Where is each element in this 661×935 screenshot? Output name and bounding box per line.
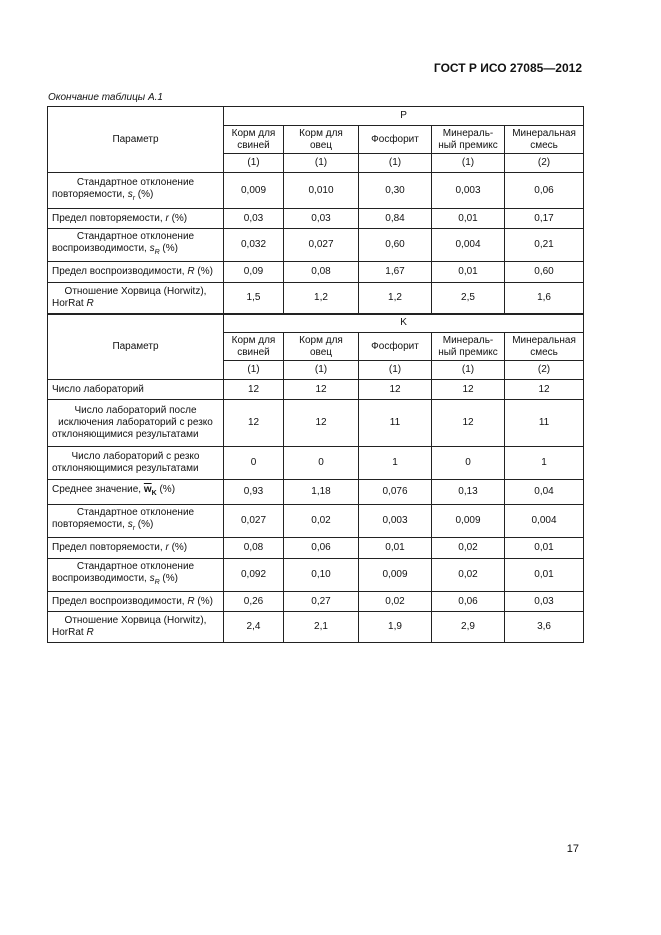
row-label: Отношение Хорвица (Horwitz), HorRat R <box>48 283 224 314</box>
cell-value: 0,17 <box>505 209 584 229</box>
column-note: (2) <box>505 154 584 173</box>
cell-value: 0,08 <box>284 262 359 283</box>
cell-value: 0,03 <box>224 209 284 229</box>
cell-value: 0,21 <box>505 229 584 262</box>
column-header: Корм для свиней <box>224 126 284 154</box>
cell-value: 0,032 <box>224 229 284 262</box>
cell-value: 0,01 <box>432 262 505 283</box>
cell-value: 0,06 <box>505 173 584 209</box>
cell-value: 0,076 <box>359 480 432 505</box>
cell-value: 11 <box>505 400 584 447</box>
table-row <box>48 538 584 559</box>
cell-value: 12 <box>505 380 584 400</box>
cell-value: 0,06 <box>432 592 505 612</box>
group-header-row <box>48 107 584 126</box>
table-row <box>48 592 584 612</box>
cell-value: 12 <box>432 400 505 447</box>
cell-value: 2,5 <box>432 283 505 314</box>
row-label: Число лабораторий после исключения лабораторий с резко отклоняющимися результатами <box>48 400 224 447</box>
cell-value: 0,03 <box>284 209 359 229</box>
cell-value: 1 <box>359 447 432 480</box>
cell-value: 0,02 <box>432 538 505 559</box>
cell-value: 12 <box>432 380 505 400</box>
cell-value: 0,08 <box>224 538 284 559</box>
cell-value: 0,01 <box>359 538 432 559</box>
table-row <box>48 400 584 447</box>
column-note: (2) <box>505 361 584 380</box>
cell-value: 12 <box>284 380 359 400</box>
cell-value: 0,01 <box>505 538 584 559</box>
column-header: Фосфорит <box>359 126 432 154</box>
cell-value: 0,027 <box>284 229 359 262</box>
cell-value: 0,010 <box>284 173 359 209</box>
row-label: Предел повторяемости, r (%) <box>48 538 224 559</box>
cell-value: 0,02 <box>359 592 432 612</box>
column-note: (1) <box>284 361 359 380</box>
cell-value: 0,10 <box>284 559 359 592</box>
cell-value: 0,26 <box>224 592 284 612</box>
table-row <box>48 612 584 643</box>
cell-value: 1,6 <box>505 283 584 314</box>
param-header: Параметр <box>48 107 224 173</box>
column-note: (1) <box>224 154 284 173</box>
cell-value: 0,027 <box>224 505 284 538</box>
row-label: Число лабораторий с резко отклоняющимися результатами <box>48 447 224 480</box>
table-row <box>48 447 584 480</box>
cell-value: 12 <box>284 400 359 447</box>
cell-value: 0,004 <box>432 229 505 262</box>
cell-value: 0 <box>224 447 284 480</box>
group-title: P <box>224 107 584 126</box>
cell-value: 1 <box>505 447 584 480</box>
table-row <box>48 229 584 262</box>
cell-value: 0,003 <box>432 173 505 209</box>
row-label: Стандартное отклонение повторяемости, $s_r$ (%) <box>48 173 224 209</box>
column-note: (1) <box>359 154 432 173</box>
cell-value: 0,02 <box>284 505 359 538</box>
table-row <box>48 262 584 283</box>
table-row <box>48 380 584 400</box>
cell-value: 0,004 <box>505 505 584 538</box>
row-label: Отношение Хорвица (Horwitz), HorRat R <box>48 612 224 643</box>
results-table <box>47 106 584 643</box>
row-label: Предел воспроизводимости, R (%) <box>48 592 224 612</box>
cell-value: 12 <box>359 380 432 400</box>
cell-value: 0 <box>432 447 505 480</box>
column-header: Минеральная смесь <box>505 126 584 154</box>
table-row <box>48 559 584 592</box>
table-row <box>48 480 584 505</box>
results-table-body <box>48 107 584 643</box>
cell-value: 0,009 <box>432 505 505 538</box>
column-note: (1) <box>432 361 505 380</box>
table-row <box>48 173 584 209</box>
cell-value: 0,60 <box>359 229 432 262</box>
cell-value: 0,30 <box>359 173 432 209</box>
cell-value: 0,092 <box>224 559 284 592</box>
cell-value: 0,03 <box>505 592 584 612</box>
cell-value: 11 <box>359 400 432 447</box>
cell-value: 0,09 <box>224 262 284 283</box>
column-note: (1) <box>284 154 359 173</box>
cell-value: 1,2 <box>359 283 432 314</box>
table-row <box>48 505 584 538</box>
cell-value: 0,01 <box>432 209 505 229</box>
cell-value: 1,18 <box>284 480 359 505</box>
column-header: Минераль-ный премикс <box>432 126 505 154</box>
table-caption: Окончание таблицы А.1 <box>48 92 163 103</box>
cell-value: 0,003 <box>359 505 432 538</box>
cell-value: 2,9 <box>432 612 505 643</box>
table-row <box>48 283 584 314</box>
cell-value: 12 <box>224 400 284 447</box>
column-header: Корм для свиней <box>224 333 284 361</box>
cell-value: 2,4 <box>224 612 284 643</box>
column-header: Корм для овец <box>284 126 359 154</box>
row-label: Число лабораторий <box>48 380 224 400</box>
cell-value: 0,01 <box>505 559 584 592</box>
group-header-row <box>48 314 584 333</box>
cell-value: 0,27 <box>284 592 359 612</box>
column-header: Минераль-ный премикс <box>432 333 505 361</box>
cell-value: 1,5 <box>224 283 284 314</box>
cell-value: 0,93 <box>224 480 284 505</box>
cell-value: 0,84 <box>359 209 432 229</box>
row-label: Среднее значение, $\overline{w}_K$ (%) <box>48 480 224 505</box>
column-note: (1) <box>432 154 505 173</box>
cell-value: 12 <box>224 380 284 400</box>
column-note: (1) <box>224 361 284 380</box>
row-label: Стандартное отклонение воспроизводимости, $s_R$ (%) <box>48 229 224 262</box>
cell-value: 1,67 <box>359 262 432 283</box>
cell-value: 3,6 <box>505 612 584 643</box>
cell-value: 0,60 <box>505 262 584 283</box>
table-row <box>48 209 584 229</box>
cell-value: 0 <box>284 447 359 480</box>
row-label: Стандартное отклонение повторяемости, $s_r$ (%) <box>48 505 224 538</box>
column-header: Минеральная смесь <box>505 333 584 361</box>
page-number: 17 <box>566 843 579 855</box>
cell-value: 1,2 <box>284 283 359 314</box>
row-label: Стандартное отклонение воспроизводимости, $s_R$ (%) <box>48 559 224 592</box>
cell-value: 0,13 <box>432 480 505 505</box>
cell-value: 0,06 <box>284 538 359 559</box>
group-title: K <box>224 314 584 333</box>
cell-value: 0,009 <box>224 173 284 209</box>
column-header: Корм для овец <box>284 333 359 361</box>
cell-value: 0,009 <box>359 559 432 592</box>
cell-value: 0,02 <box>432 559 505 592</box>
row-label: Предел повторяемости, r (%) <box>48 209 224 229</box>
row-label: Предел воспроизводимости, R (%) <box>48 262 224 283</box>
param-header: Параметр <box>48 314 224 380</box>
document-code: ГОСТ Р ИСО 27085—2012 <box>433 61 582 75</box>
cell-value: 0,04 <box>505 480 584 505</box>
cell-value: 1,9 <box>359 612 432 643</box>
column-note: (1) <box>359 361 432 380</box>
cell-value: 2,1 <box>284 612 359 643</box>
column-header: Фосфорит <box>359 333 432 361</box>
